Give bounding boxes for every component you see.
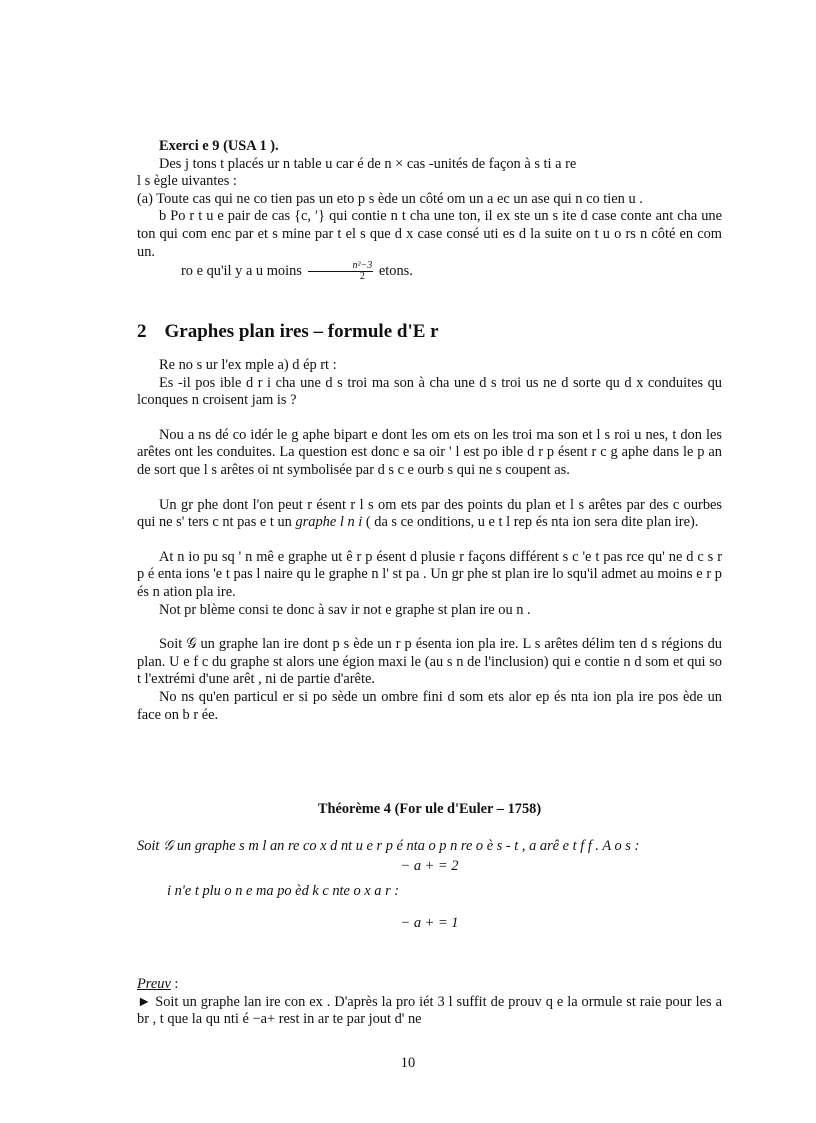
conclusion-after: etons. [378,262,413,279]
equation-euler: − a + = 2 [400,857,459,874]
proof-label-text: Preuv [137,976,171,992]
exercise-conclusion [137,261,722,282]
section-title: Graphes plan ires – formule d'E r [164,321,439,342]
theorem-remark: i n'e t plu o n e ma po èd k c nte o x a r : [167,883,400,900]
section-number: 2 [137,321,147,342]
theorem-block [137,838,722,932]
exercise-item-a: (a) Toute cas qui ne co tien pas un eto p s ède un côté om un a ec un ase qui n co tien u . [137,190,643,207]
paragraph: Es -il pos ible d r i cha une d s troi ma son à cha une d s troi us ne d sorte qu d x conduites qu lconques n croisent jam is ? [137,374,722,409]
exercise-line: Des j tons t placés ur n table u car é de n × cas -unités de façon à s ti a re [159,155,577,172]
bullet-icon: ► [137,993,152,1010]
paragraph-text: Un gr phe dont l'on peut r ésent r l s om ets par des points du plan et l s arêtes par des c ourbes qui ne s' ters c nt pas e t un [137,496,722,531]
fraction-numerator: n²−3 [308,261,374,272]
paragraph: Soit 𝒢 un graphe lan ire dont p s ède un r p ésenta ion pla ire. L s arêtes délim ten d s régions du plan. U e f c du graphe st alors une égion maxi le (au s n de l'inclusion) qui e contie n d som et qui so t l'extrémi d'une arêt , ni de partie d'arête. [137,636,722,688]
exercise-line: l s ègle uivantes : [137,173,237,190]
theorem-statement: Soit 𝒢 un graphe s m l an re co x d nt u e r p é nta o p n re o è s - t , a arê e t f f . A o s : [137,838,640,854]
proof-block [137,976,722,1029]
proof-body: Soit un graphe lan ire con ex . D'après la pro iét 3 l suffit de prouv q e la ormule st raie pour les a br , t que la qu nti é −a+ rest in ar te par jout d' ne [137,993,722,1028]
paragraph: Not pr blème consi te donc à sav ir not e graphe st plan ire ou n . [159,601,531,618]
theorem-title: Théorème 4 (For ule d'Euler – 1758) [317,801,542,817]
page-number: 10 [400,1055,416,1071]
proof-label-colon: : [170,976,179,992]
paragraph-planar-definition [137,497,722,532]
proof-text [137,994,722,1029]
exercise-item-b: b Po r t u e pair de cas {c, ′} qui contie n t cha une ton, il ex ste un s ite d case conte ant cha une ton qui com enc par et s mine par t el s que d x case consé uti es d la suite on t u o rs n côté en com un. [137,208,722,260]
section-heading [137,321,439,343]
emphasis: graphe l n i [295,514,363,531]
exercise-block [137,138,722,282]
fraction [308,261,374,282]
paragraph: Re no s ur l'ex mple a) d ép rt : [159,357,337,373]
fraction-denominator: 2 [359,271,365,283]
section-body [137,357,722,724]
proof-label [137,976,722,994]
conclusion-before: ro e qu'il y a u moins [181,262,302,279]
exercise-title: Exerci e 9 (USA 1 ). [159,138,279,154]
paragraph: No ns qu'en particul er si po sède un ombre fini d som ets alor ep és nta ion pla ire pos ède un face on b r ée. [137,688,722,723]
paragraph-text: ( da s ce onditions, u e t l rep és nta ion sera dite plan ire). [365,514,699,531]
paragraph: Nou a ns dé co idér le g aphe bipart e dont les om ets on les troi ma son et l s roi u nes, t don les arêtes ont les conduites. La question est donc e sa oir ' l est po ible d r p ésent r c g aphe dans le p an de sort que l s arêtes oi nt symbolisée par d s c e ourb s qui ne s coupent as. [137,426,722,478]
paragraph: At n io pu sq ' n mê e graphe ut ê r p ésent d plusie r façons différent s c 'e t pas rce qu' ne d c s r p é enta ions 'e t pas l naire qu le graphe n l' st pa . Un gr phe st plan ire lo squ'il admet au moins e r p és n ation pla ire. [137,548,722,600]
equation-forest: − a + = 1 [400,914,459,931]
